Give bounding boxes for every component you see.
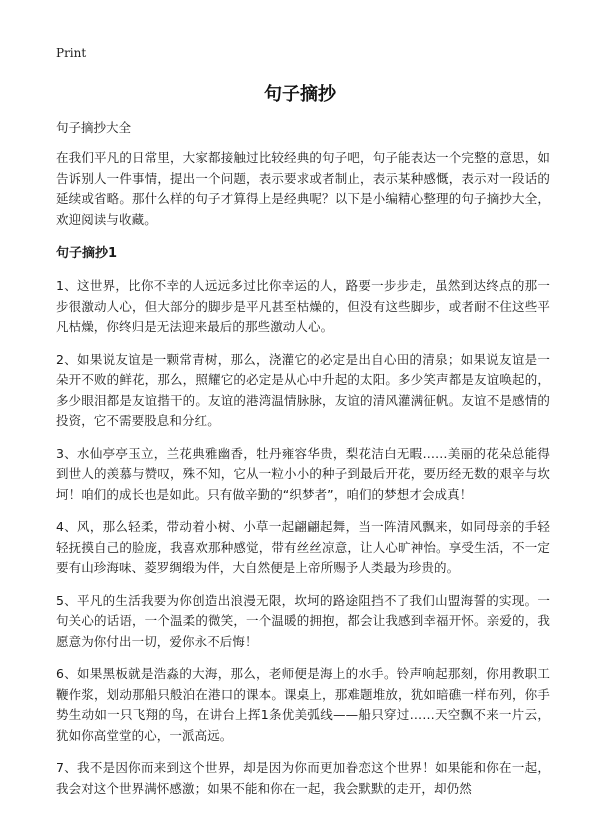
quote-paragraph-2: 2、如果说友谊是一颗常青树，那么，浇灌它的必定是出自心田的清泉；如果说友谊是一朵开不败的鲜花，那么，照耀它的必定是从心中升起的太阳。多少笑声都是友谊唤起的，多少眼泪都是友谊揩干的。友谊的港湾温情脉脉，友谊的清风灌满征帆。友谊不是感情的投资，它不需要股息和分红。 bbox=[56, 351, 550, 428]
quote-paragraph-6: 6、如果黑板就是浩淼的大海，那么，老师便是海上的水手。铃声响起那刻，你用教职工鞭作浆，划动那船只般泊在港口的课本。课桌上，那难题堆放，犹如暗礁一样布列，你手势生动如一只飞翔的鸟，在讲台上挥1条优美弧线——船只穿过……天空飘不来一片云，犹如你高堂堂的心，一派高远。 bbox=[56, 666, 550, 743]
print-link[interactable]: Print bbox=[56, 46, 87, 60]
quote-paragraph-3: 3、水仙亭亭玉立，兰花典雅幽香，牡丹雍容华贵，梨花洁白无暇……美丽的花朵总能得到世人的羡慕与赞叹，殊不知，它从一粒小小的种子到最后开花，要历经无数的艰辛与坎坷！咱们的成长也是如此。只有做辛勤的“织梦者”，咱们的梦想才会成真！ bbox=[56, 445, 550, 502]
page-title: 句子摘抄 bbox=[264, 84, 336, 105]
intro-paragraph: 在我们平凡的日常里，大家都接触过比较经典的句子吧，句子能表达一个完整的意思，如告诉别人一件事情，提出一个问题，表示要求或者制止，表示某种感慨，表示对一段话的延续或省略。那什么样的句子才算得上是经典呢？以下是小编精心整理的句子摘抄大全，欢迎阅读与收藏。 bbox=[56, 150, 550, 227]
article-subtitle: 句子摘抄大全 bbox=[56, 120, 132, 135]
quote-paragraph-5: 5、平凡的生活我要为你创造出浪漫无限，坎坷的路途阻挡不了我们山盟海誓的实现。一句关心的话语，一个温柔的微笑，一个温暖的拥抱，都会让我感到幸福开怀。亲爱的，我愿意为你付出一切，爱你永不后悔！ bbox=[56, 592, 550, 649]
quote-paragraph-1: 1、这世界，比你不幸的人远远多过比你幸运的人，路要一步步走，虽然到达终点的那一步很激动人心，但大部分的脚步是平凡甚至枯燥的，但没有这些脚步，或者耐不住这些平凡枯燥，你终归是无法迎来最后的那些激动人心。 bbox=[56, 278, 550, 334]
quote-paragraph-7: 7、我不是因你而来到这个世界，却是因为你而更加眷恋这个世界！如果能和你在一起，我会对这个世界满怀感激；如果不能和你在一起，我会默默的走开，却仍然 bbox=[56, 760, 550, 796]
quote-paragraph-4: 4、风，那么轻柔，带动着小树、小草一起翩翩起舞，当一阵清风飘来，如同母亲的手轻轻抚摸自己的脸庞，我喜欢那种感觉，带有丝丝凉意，让人心旷神怡。享受生活，不一定要有山珍海味、菱罗绸缎为伴，大自然便是上帝所赐予人类最为珍贵的。 bbox=[56, 519, 550, 575]
section-heading: 句子摘抄1 bbox=[56, 246, 118, 261]
article-body bbox=[56, 118, 550, 811]
